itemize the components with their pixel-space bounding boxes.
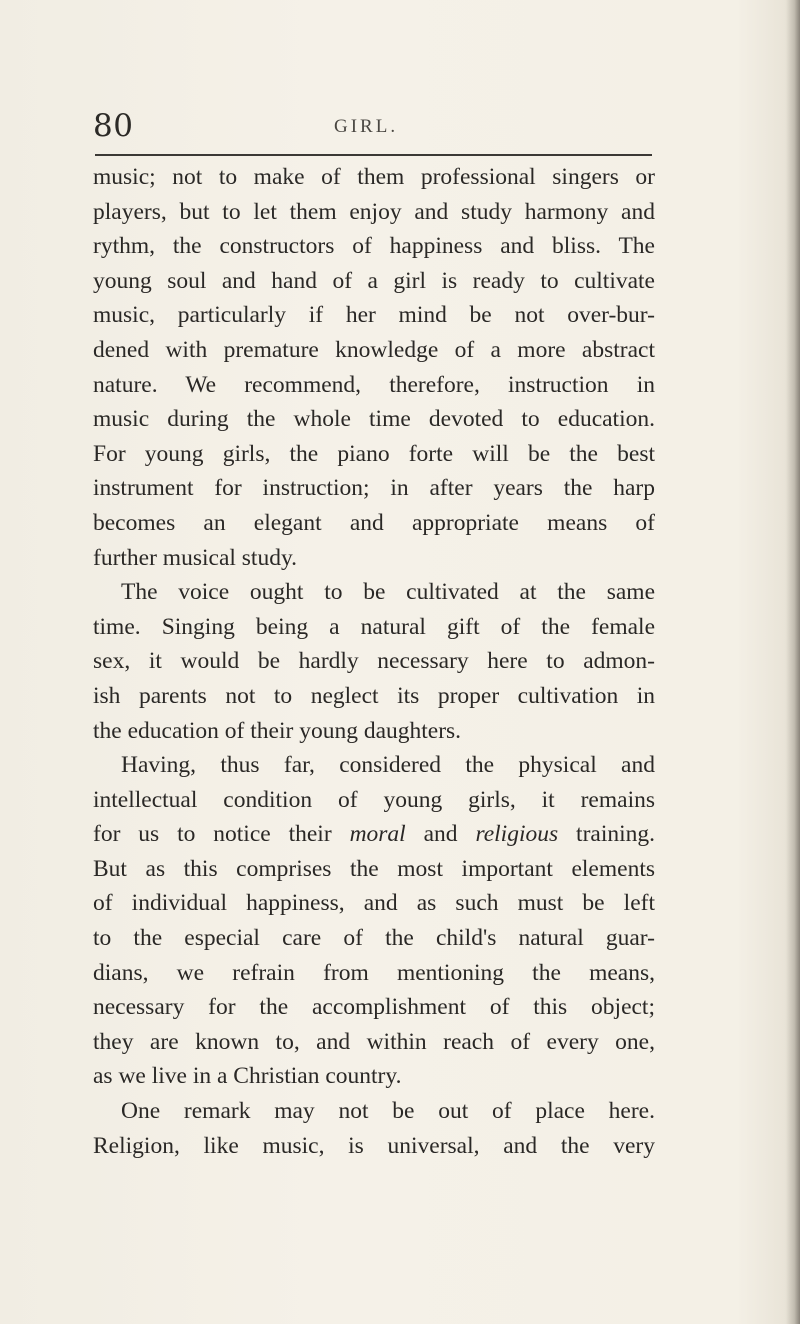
page-edge-shadow: [786, 0, 800, 1324]
text-line: dened with premature knowledge of a more abstract: [93, 336, 655, 363]
text-line-emphasis: [93, 817, 655, 852]
body-text: [93, 160, 655, 1163]
text-line: The voice ought to be cultivated at the same: [121, 579, 655, 606]
text-run: and: [405, 821, 476, 848]
text-line: intellectual condition of young girls, it remains: [93, 786, 655, 813]
italic-word-moral: moral: [349, 821, 406, 848]
text-line: nature. We recommend, therefore, instruction in: [93, 371, 655, 398]
text-line: becomes an elegant and appropriate means of: [93, 509, 655, 536]
header-rule: [95, 154, 652, 156]
text-line: sex, it would be hardly necessary here to admon-: [93, 648, 655, 675]
running-title: GIRL.: [334, 116, 399, 137]
text-line: to the especial care of the child's natural guar-: [93, 925, 655, 952]
text-line: ish parents not to neglect its proper cultivation in: [93, 682, 655, 709]
text-line: music; not to make of them professional singers or: [93, 164, 655, 190]
text-line: But as this comprises the most important elements: [93, 855, 655, 882]
text-line: necessary for the accomplishment of this object;: [93, 994, 655, 1021]
text-line: young soul and hand of a girl is ready to cultivate: [93, 267, 655, 294]
text-line: Religion, like music, is universal, and the very: [93, 1132, 655, 1159]
text-line: dians, we refrain from mentioning the means,: [93, 959, 655, 986]
text-line: the education of their young daughters.: [93, 717, 462, 744]
text-line: rythm, the constructors of happiness and bliss. The: [93, 233, 655, 260]
page-number: 80: [93, 108, 134, 144]
text-line: music, particularly if her mind be not over-bur-: [93, 302, 655, 329]
text-line: as we live in a Christian country.: [93, 1063, 402, 1090]
text-line: they are known to, and within reach of every one,: [93, 1028, 655, 1055]
text-line: music during the whole time devoted to education.: [93, 406, 655, 433]
text-line: One remark may not be out of place here.: [121, 1098, 655, 1125]
text-run: training.: [558, 821, 656, 848]
text-line: time. Singing being a natural gift of the female: [93, 613, 655, 640]
text-line: players, but to let them enjoy and study harmony and: [93, 198, 655, 225]
text-line: For young girls, the piano forte will be the best: [93, 440, 655, 467]
text-line: further musical study.: [93, 544, 298, 571]
text-line: Having, thus far, considered the physical and: [121, 752, 655, 779]
text-line: instrument for instruction; in after years the harp: [93, 475, 655, 502]
italic-word-religious: religious: [475, 821, 559, 848]
text-run: for us to notice their: [93, 821, 350, 848]
text-line: of individual happiness, and as such must be left: [93, 890, 655, 917]
